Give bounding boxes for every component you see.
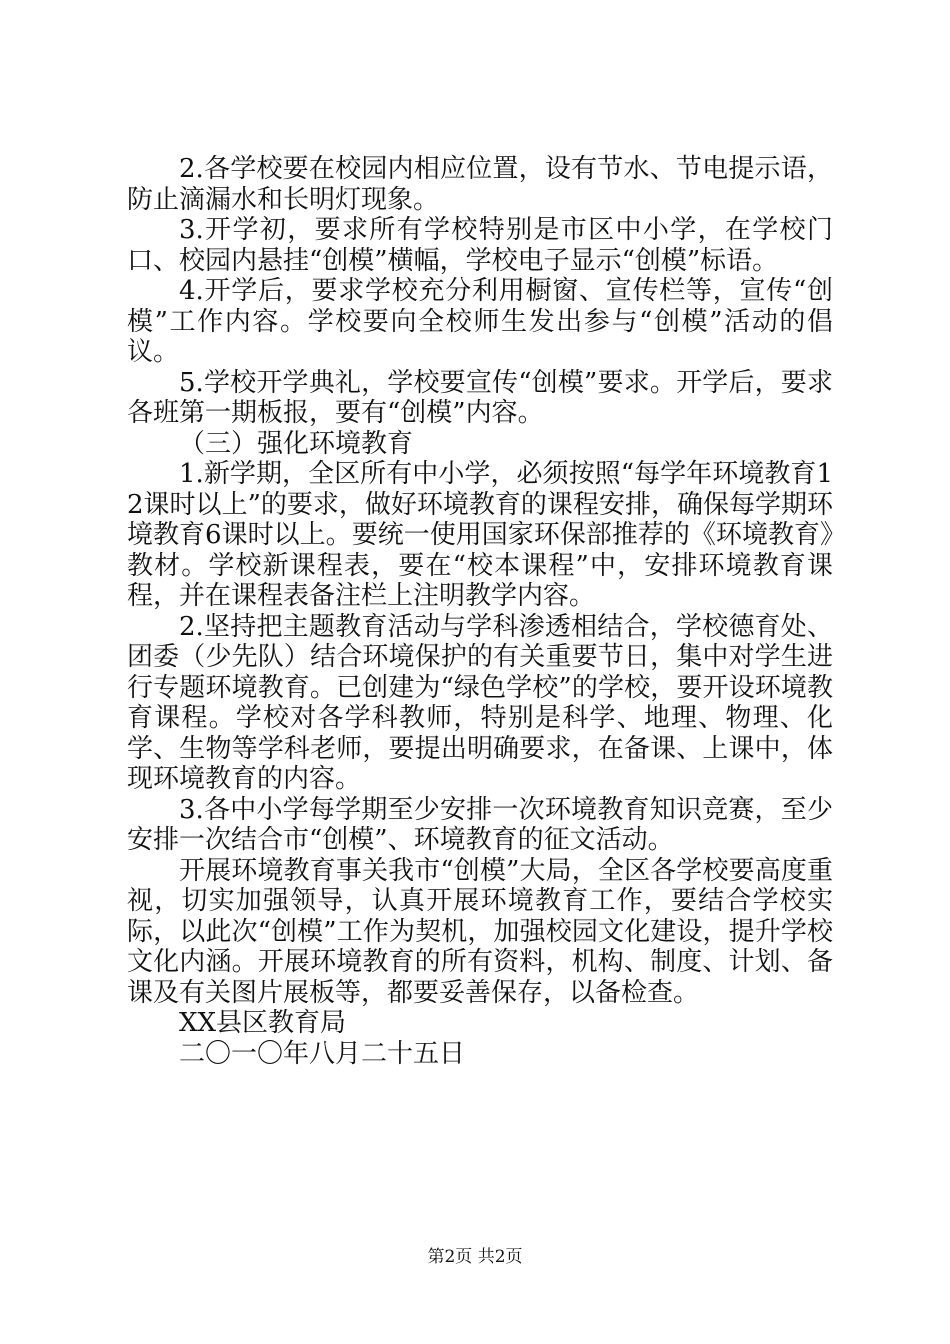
closing-paragraph: 开展环境教育事关我市“创模”大局，全区各学校要高度重视，切实加强领导，认真开展环境教育工作，要结合学校实际，以此次“创模”工作为契机，加强校园文化建设，提升学校文化内涵。开展环境教育的所有资料，机构、制度、计划、备课及有关图片展板等，都要妥善保存，以备检查。 <box>127 855 833 1008</box>
signature-organization: XX县区教育局 <box>179 1008 347 1038</box>
section-paragraph-3: 3.各中小学每学期至少安排一次环境教育知识竞赛，至少安排一次结合市“创模”、环境教育的征文活动。 <box>127 794 833 855</box>
section-paragraph-1: 1.新学期，全区所有中小学，必须按照“每学年环境教育12课时以上”的要求，做好环境教育的课程安排，确保每学期环境教育6课时以上。要统一使用国家环保部推荐的《环境教育》教材。学校新课程表，要在“校本课程”中，安排环境教育课程，并在课程表备注栏上注明教学内容。 <box>127 459 833 611</box>
section-heading: （三）强化环境教育 <box>179 428 414 459</box>
document-body <box>127 154 833 1069</box>
paragraph-item-3: 3.开学初，要求所有学校特别是市区中小学，在学校门口、校园内悬挂“创模”横幅，学校电子显示“创模”标语。 <box>127 215 833 276</box>
paragraph-item-2: 2.各学校要在校园内相应位置，设有节水、节电提示语，防止滴漏水和长明灯现象。 <box>127 154 833 215</box>
signature-date: 二〇一〇年八月二十五日 <box>179 1038 466 1069</box>
section-paragraph-2: 2.坚持把主题教育活动与学科渗透相结合，学校德育处、团委（少先队）结合环境保护的有关重要节日，集中对学生进行专题环境教育。已创建为“绿色学校”的学校，要开设环境教育课程。学校对各学科教师，特别是科学、地理、物理、化学、生物等学科老师，要提出明确要求，在备课、上课中，体现环境教育的内容。 <box>127 611 833 794</box>
paragraph-item-5: 5.学校开学典礼，学校要宣传“创模”要求。开学后，要求各班第一期板报，要有“创模”内容。 <box>127 367 833 428</box>
page-number: 第2页 共2页 <box>427 1247 523 1267</box>
paragraph-item-4: 4.开学后，要求学校充分利用橱窗、宣传栏等，宣传“创模”工作内容。学校要向全校师生发出参与“创模”活动的倡议。 <box>127 276 833 367</box>
